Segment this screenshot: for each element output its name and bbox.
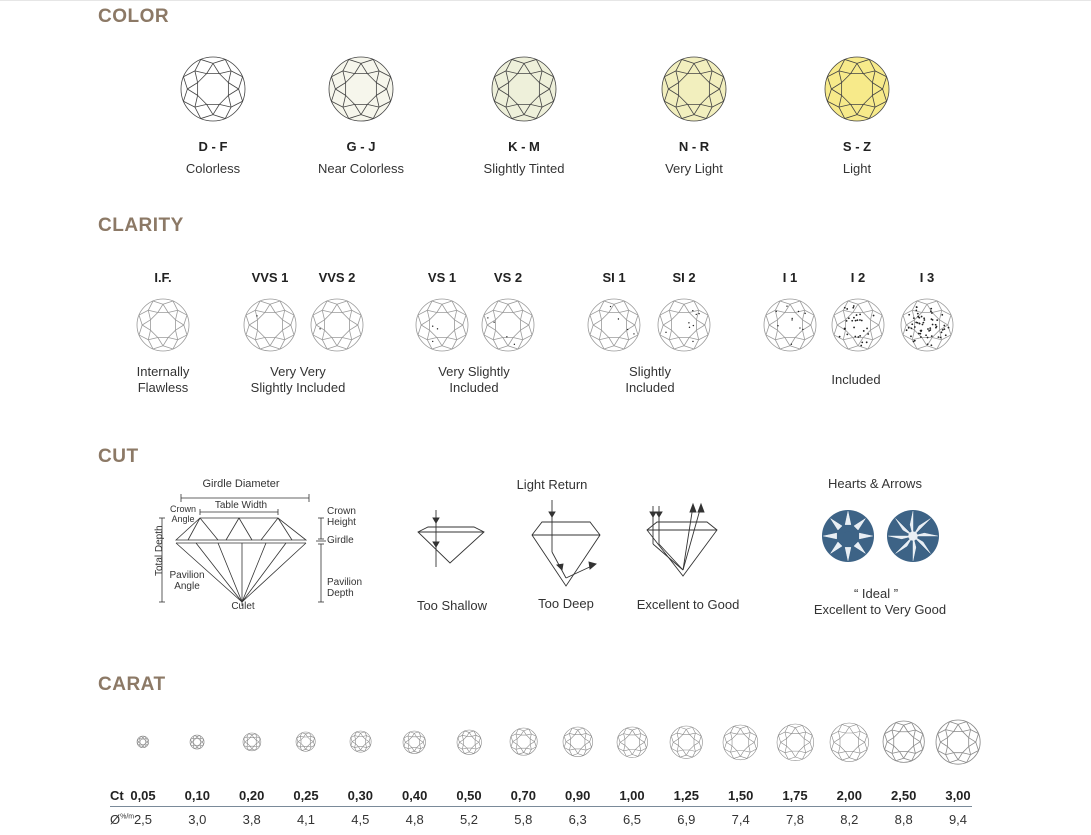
crown-height-label: Crown Height — [327, 506, 356, 528]
girdle-label: Girdle — [327, 535, 354, 546]
clarity-diamond-icon — [899, 297, 955, 353]
color-grade-label: Slightly Tinted — [483, 161, 565, 176]
carat-diameter: 4,5 — [351, 812, 370, 827]
carat-diameter: 3,0 — [188, 812, 207, 827]
carat-divider — [110, 806, 972, 807]
carat-diamond-icon — [828, 721, 871, 764]
carat-diameter: 7,4 — [731, 812, 750, 827]
carat-diameter: 8,2 — [840, 812, 859, 827]
girdle-diameter-label: Girdle Diameter — [202, 478, 280, 490]
clarity-diamond-icon — [830, 297, 886, 353]
carat-diamond-icon — [668, 724, 704, 760]
carat-diameter: 6,9 — [677, 812, 696, 827]
clarity-diamond-icon — [309, 297, 365, 353]
carat-weight: 2,50 — [891, 788, 917, 803]
light-return-label: Light Return — [516, 477, 588, 492]
too-deep-diagram — [528, 498, 608, 588]
color-diamond-icon — [823, 55, 891, 123]
clarity-diamond-icon — [242, 297, 298, 353]
color-grade-label: Near Colorless — [318, 161, 404, 176]
clarity-diamond-icon — [762, 297, 818, 353]
color-grade-label: Light — [842, 161, 872, 176]
too-shallow-label: Too Shallow — [416, 598, 488, 613]
clarity-grade: I 2 — [850, 270, 866, 285]
color-grade-label: Very Light — [665, 161, 723, 176]
carat-diamond-icon — [135, 734, 151, 750]
carat-weight: 1,00 — [619, 788, 645, 803]
clarity-grade: VVS 2 — [318, 270, 356, 285]
carat-diamond-icon — [775, 722, 816, 763]
hearts-arrows-diagram — [818, 506, 948, 566]
carat-diameter: 2,5 — [133, 812, 153, 827]
clarity-group-label: Very Very Slightly Included — [250, 364, 346, 395]
section-title-clarity: CLARITY — [98, 215, 184, 236]
carat-weight: 0,50 — [456, 788, 482, 803]
carat-weight: 2,00 — [836, 788, 862, 803]
carat-diamond-icon — [294, 730, 317, 753]
carat-diameter: 8,8 — [894, 812, 913, 827]
excellent-good-diagram — [645, 498, 725, 588]
clarity-diamond-icon — [414, 297, 470, 353]
clarity-grade: I.F. — [154, 270, 172, 285]
carat-weight: 0,25 — [293, 788, 319, 803]
carat-diamond-icon — [241, 731, 263, 753]
carat-diameter: 9,4 — [948, 812, 968, 827]
carat-diamond-icon — [561, 725, 595, 759]
color-grade: K - M — [508, 139, 540, 154]
color-grade-label: Colorless — [185, 161, 241, 176]
clarity-diamond-icon — [480, 297, 536, 353]
color-grade: N - R — [678, 139, 710, 154]
carat-weight: 0,70 — [510, 788, 536, 803]
carat-diamond-icon — [188, 733, 206, 751]
carat-diameter: 5,8 — [514, 812, 533, 827]
section-title-carat: CARAT — [98, 674, 166, 695]
clarity-group-label: Slightly Included — [625, 364, 675, 395]
clarity-diamond-icon — [135, 297, 191, 353]
carat-diamond-icon — [455, 728, 483, 756]
carat-weight: 0,05 — [130, 788, 156, 803]
carat-diameter: 6,5 — [622, 812, 642, 827]
hearts-pattern-icon — [822, 510, 874, 562]
color-grade: S - Z — [842, 139, 872, 154]
pavilion-angle-label: Pavilion Angle — [169, 570, 205, 592]
ideal-label: “ Ideal ” — [853, 586, 899, 601]
carat-weight: 0,30 — [347, 788, 373, 803]
carat-diameter-label: $Ø^{\%/m}$ — [110, 812, 135, 827]
clarity-diamond-icon — [586, 297, 642, 353]
clarity-group-label: Very Slightly Included — [438, 364, 510, 395]
ideal-sub-label: Excellent to Very Good — [813, 602, 947, 617]
color-diamond-icon — [327, 55, 395, 123]
clarity-grade: I 1 — [782, 270, 798, 285]
color-diamond-icon — [179, 55, 247, 123]
total-depth-label: Total Depth — [154, 525, 165, 576]
carat-diameter: 7,8 — [785, 812, 805, 827]
too-deep-label: Too Deep — [538, 596, 594, 611]
section-title-color: COLOR — [98, 6, 170, 27]
color-grade: D - F — [198, 139, 228, 154]
clarity-grade: I 3 — [919, 270, 935, 285]
carat-diameter: 4,8 — [405, 812, 424, 827]
carat-diamond-icon — [881, 719, 926, 764]
carat-diameter: 5,2 — [459, 812, 479, 827]
clarity-grade: VS 1 — [427, 270, 457, 285]
carat-weight: 1,75 — [782, 788, 808, 803]
carat-weight: 0,40 — [402, 788, 428, 803]
carat-diamond-icon — [401, 729, 428, 756]
carat-weight: 0,90 — [565, 788, 591, 803]
crown-angle-label: Crown Angle — [169, 504, 196, 524]
clarity-group-label: Internally Flawless — [136, 364, 190, 395]
carat-weight: 0,10 — [184, 788, 210, 803]
clarity-grade: VVS 1 — [251, 270, 289, 285]
carat-diameter: 4,1 — [296, 812, 316, 827]
hearts-arrows-label: Hearts & Arrows — [828, 476, 922, 491]
section-title-cut: CUT — [98, 446, 139, 467]
arrows-pattern-icon — [887, 510, 939, 562]
top-divider — [0, 0, 1091, 1]
color-grade: G - J — [346, 139, 376, 154]
carat-diameter: 6,3 — [568, 812, 587, 827]
carat-weight: 1,25 — [673, 788, 699, 803]
carat-weight: 0,20 — [239, 788, 265, 803]
carat-diameter: 3,8 — [242, 812, 261, 827]
color-diamond-icon — [660, 55, 728, 123]
table-width-label: Table Width — [214, 500, 268, 511]
excellent-good-label: Excellent to Good — [636, 597, 740, 612]
clarity-grade: SI 2 — [672, 270, 696, 285]
clarity-grade: VS 2 — [493, 270, 523, 285]
carat-diamond-icon — [721, 723, 760, 762]
carat-weight-label: Ct — [110, 788, 124, 803]
carat-diamond-icon — [934, 718, 982, 766]
carat-weight: 1,50 — [728, 788, 754, 803]
carat-diamond-icon — [348, 729, 373, 754]
pavilion-depth-label: Pavilion Depth — [327, 577, 363, 599]
clarity-grade: SI 1 — [602, 270, 626, 285]
clarity-group-label: Included — [831, 372, 881, 387]
culet-label: Culet — [231, 601, 255, 612]
too-shallow-diagram — [412, 505, 492, 575]
carat-diamond-icon — [615, 725, 650, 760]
carat-diamond-icon — [508, 726, 539, 757]
carat-weight: 3,00 — [945, 788, 971, 803]
clarity-diamond-icon — [656, 297, 712, 353]
color-diamond-icon — [490, 55, 558, 123]
